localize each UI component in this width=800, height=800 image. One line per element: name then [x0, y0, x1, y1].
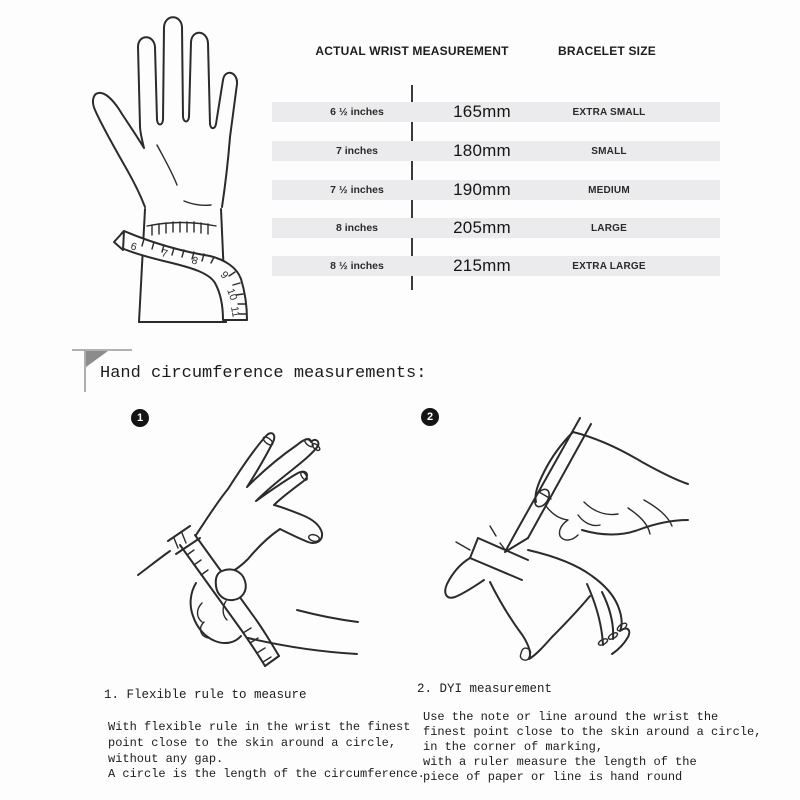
table-row [272, 256, 720, 276]
tape-strip-left [180, 545, 265, 666]
lower-hand-fingers [602, 592, 613, 639]
wrist-inches: 7 ½ inches [330, 184, 384, 196]
writing-hand-bottom [582, 520, 688, 535]
step-2-badge: 2 [421, 408, 439, 426]
palm-crease [157, 145, 177, 185]
fist-thumb [216, 569, 246, 600]
wrist-inches: 6 ½ inches [330, 106, 384, 118]
step-1-title: 1. Flexible rule to measure [104, 688, 307, 702]
instruction-line: with a ruler measure the length of the [423, 755, 697, 769]
wrist-band-edge [168, 526, 190, 541]
wrist-inches: 7 inches [335, 145, 379, 157]
bracelet-size: EXTRA SMALL [572, 106, 646, 118]
svg-text:8: 8 [190, 254, 200, 268]
svg-text:11: 11 [228, 305, 242, 319]
wrist-inches: 8 ½ inches [330, 260, 384, 272]
wrist-mm: 165mm [453, 102, 511, 121]
tape-back-edge [147, 223, 216, 227]
lower-hand-nails [519, 622, 628, 661]
bracelet-size: LARGE [591, 222, 627, 234]
bracelet-size: MEDIUM [588, 184, 630, 196]
table-row [272, 102, 720, 122]
wrist-mm: 205mm [453, 218, 511, 237]
measure-arm-bottom [248, 638, 357, 654]
column-header-measurement: ACTUAL WRIST MEASUREMENT [315, 44, 509, 58]
wrist-mm: 215mm [453, 256, 511, 275]
tape-strip-end [265, 656, 279, 666]
svg-text:7: 7 [160, 247, 169, 261]
instruction-line: without any gap. [108, 751, 224, 766]
svg-text:10: 10 [224, 286, 240, 303]
strip-ribbon-tail [445, 558, 484, 598]
svg-text:9: 9 [217, 268, 231, 282]
step-2-title: 2. DYI measurement [417, 682, 553, 696]
step-2-instructions [423, 710, 761, 785]
bracelet-size: SMALL [591, 145, 627, 157]
strip-left-edge [470, 538, 478, 558]
arm-edge [138, 551, 170, 575]
flexible-rule-illustration [130, 425, 360, 680]
strip-bottom-edge [470, 558, 522, 580]
pen-tip [505, 532, 528, 552]
lower-hand-left-edge [490, 582, 590, 659]
instruction-line: Use the note or line around the wrist the [423, 710, 719, 724]
strip-top-edge [478, 538, 528, 560]
pen-right-edge [528, 424, 591, 538]
upper-hand-outline [196, 433, 322, 577]
palm-outline [93, 17, 237, 207]
step-1-instructions [108, 720, 425, 783]
measure-arm-top [297, 610, 358, 622]
instruction-line: With flexible rule in the wrist the finest [108, 720, 411, 734]
step-1-badge: 1 [131, 409, 149, 427]
table-row [272, 180, 720, 200]
hand-with-tape-illustration [60, 2, 290, 335]
palm-bottom-crease [184, 201, 211, 205]
instruction-line: piece of paper or line is hand round [423, 770, 683, 784]
table-row [272, 218, 720, 238]
pen-marking-illustration [432, 412, 690, 680]
wrist-inches: 8 inches [335, 222, 379, 234]
writing-hand-top [573, 432, 688, 484]
instruction-line: A circle is the length of the circumference. [108, 767, 425, 782]
tape-fold [114, 231, 124, 250]
instruction-line: finest point close to the skin around a circle, [423, 725, 762, 739]
forearm-left-edge [139, 209, 145, 322]
lower-hand-fingers [587, 584, 603, 645]
table-row [272, 141, 720, 161]
wrist-mm: 180mm [453, 141, 511, 160]
bracelet-size: EXTRA LARGE [572, 260, 646, 272]
column-header-size: BRACELET SIZE [558, 44, 656, 58]
instruction-line: in the corner of marking, [423, 740, 604, 754]
section-heading: Hand circumference measurements: [100, 364, 427, 383]
instruction-line: point close to the skin around a circle, [108, 735, 397, 750]
thumb-nail [532, 487, 552, 509]
svg-text:6: 6 [129, 240, 139, 254]
wrist-mm: 190mm [453, 180, 511, 199]
